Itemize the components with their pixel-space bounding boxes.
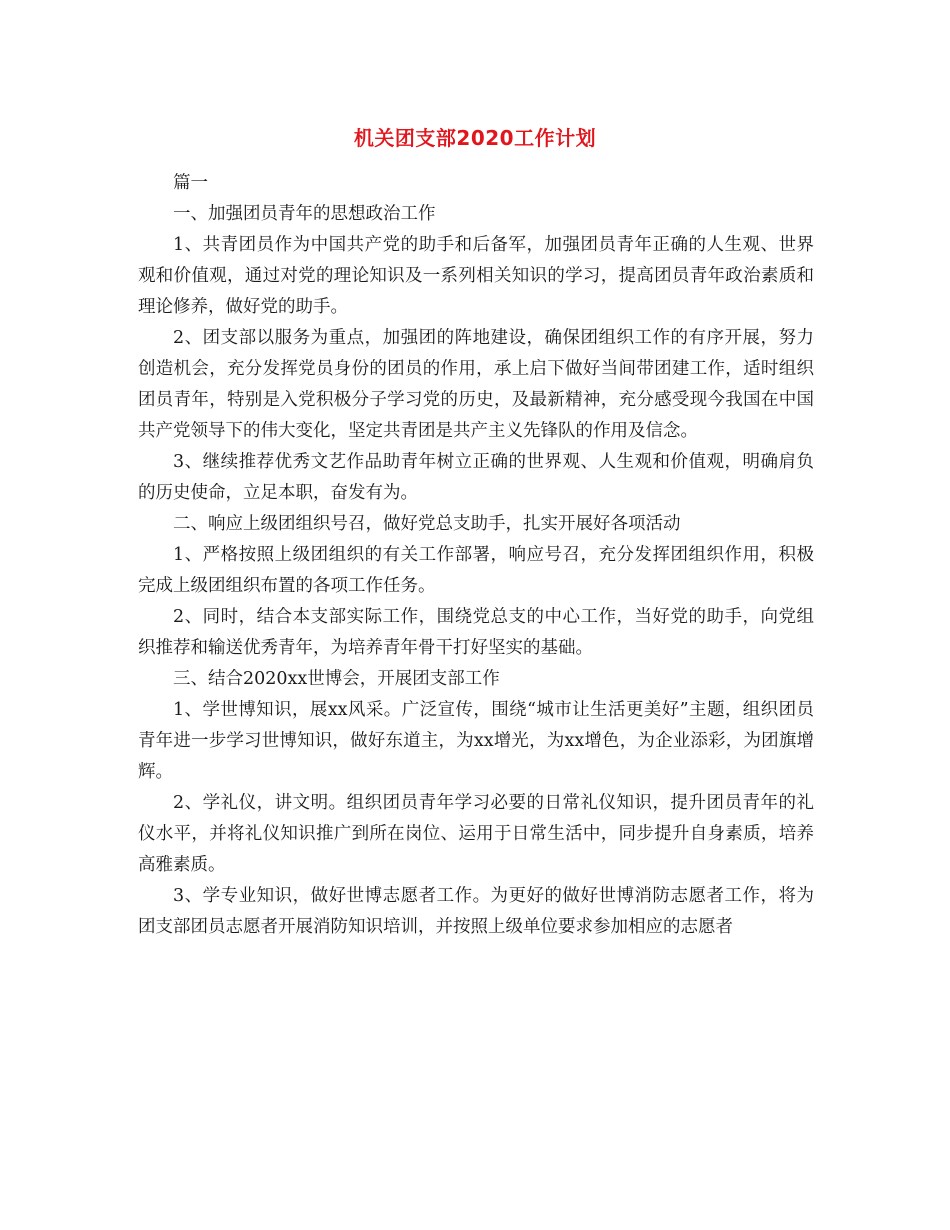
paragraph: 2、学礼仪，讲文明。组织团员青年学习必要的日常礼仪知识，提升团员青年的礼仪水平，并将礼仪知识推广到所在岗位、运用于日常生活中，同步提升自身素质，培养高雅素质。 <box>138 793 814 875</box>
heading-2: 二、响应上级团组织号召，做好党总支助手，扎实开展好各项活动 <box>173 514 681 534</box>
heading-3: 三、结合2020xx世博会，开展团支部工作 <box>173 669 500 689</box>
document-body <box>138 168 814 943</box>
paragraph: 1、学世博知识，展xx风采。广泛宣传，围绕“城市让生活更美好”主题，组织团员青年进一步学习世博知识，做好东道主，为xx增光，为xx增色，为企业添彩，为团旗增辉。 <box>138 700 814 782</box>
heading-1: 一、加强团员青年的思想政治工作 <box>173 204 436 224</box>
document-title: 机关团支部2020工作计划 <box>353 126 597 150</box>
paragraph: 1、严格按照上级团组织的有关工作部署，响应号召，充分发挥团组织作用，积极完成上级团组织布置的各项工作任务。 <box>138 545 814 596</box>
paragraph: 1、共青团员作为中国共产党的助手和后备军，加强团员青年正确的人生观、世界观和价值观，通过对党的理论知识及一系列相关知识的学习，提高团员青年政治素质和理论修养，做好党的助手。 <box>138 235 814 317</box>
paragraph: 3、继续推荐优秀文艺作品助青年树立正确的世界观、人生观和价值观，明确肩负的历史使命，立足本职，奋发有为。 <box>138 452 814 503</box>
paragraph: 2、团支部以服务为重点，加强团的阵地建设，确保团组织工作的有序开展，努力创造机会，充分发挥党员身份的团员的作用，承上启下做好当间带团建工作，适时组织团员青年，特别是入党积极分子学习党的历史，及最新精神，充分感受现今我国在中国共产党领导下的伟大变化，坚定共青团是共产主义先锋队的作用及信念。 <box>138 328 814 441</box>
paragraph: 3、学专业知识，做好世博志愿者工作。为更好的做好世博消防志愿者工作，将为团支部团员志愿者开展消防知识培训，并按照上级单位要求参加相应的志愿者 <box>138 886 814 937</box>
section-label: 篇一 <box>173 173 208 193</box>
paragraph: 2、同时，结合本支部实际工作，围绕党总支的中心工作，当好党的助手，向党组织推荐和输送优秀青年，为培养青年骨干打好坚实的基础。 <box>138 607 814 658</box>
